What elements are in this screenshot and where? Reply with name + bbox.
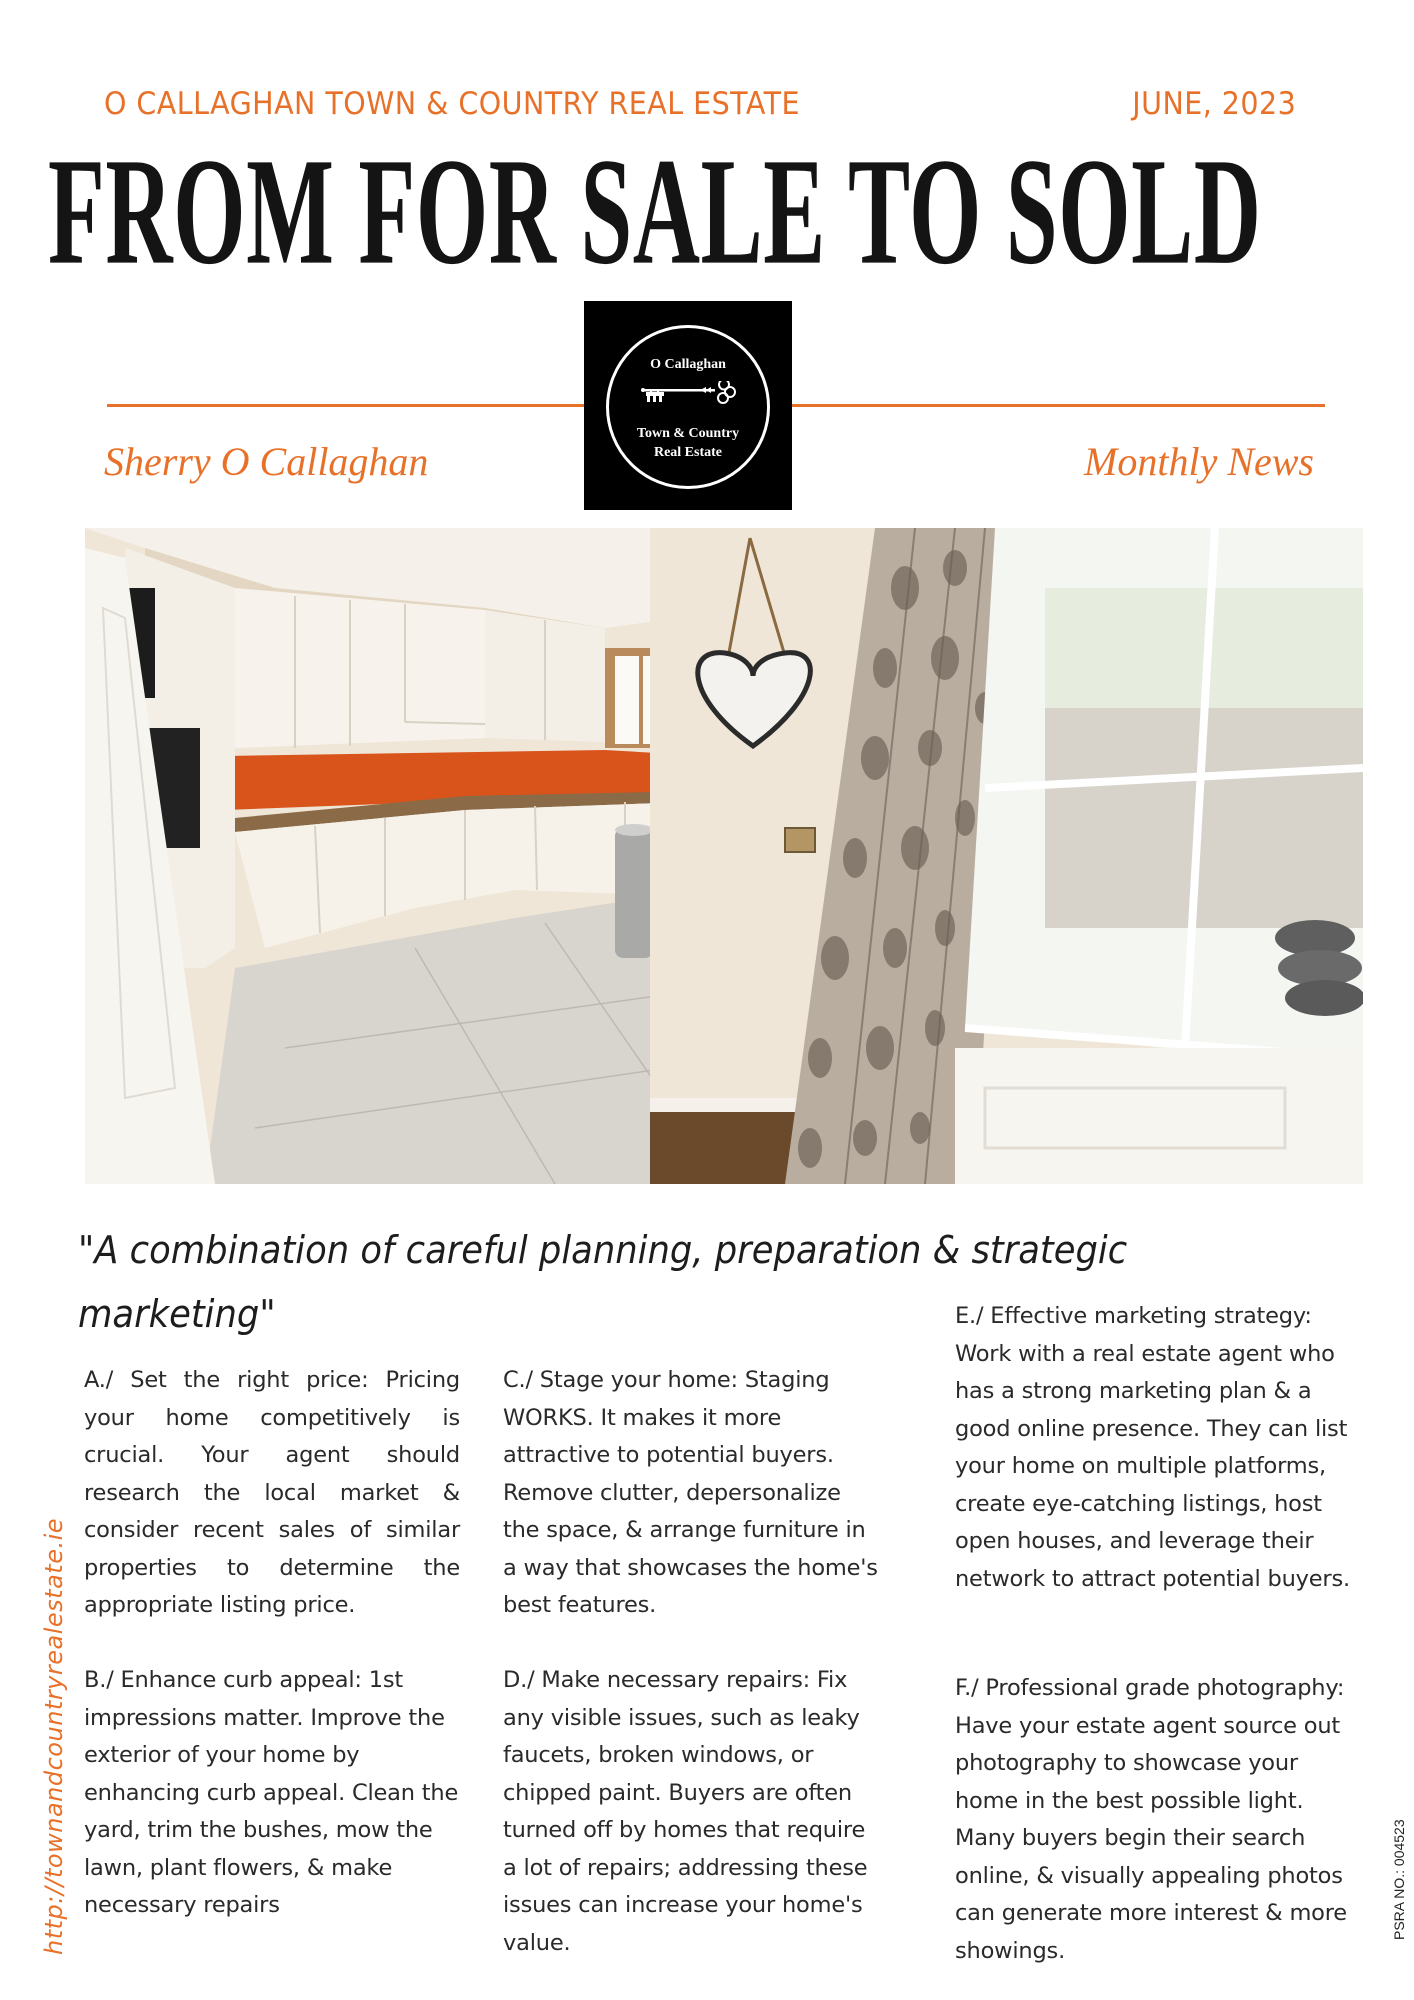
tip-c: C./ Stage your home: Staging WORKS. It makes it more attractive to potential buyers. Remove clutter, depersonalize the space, & arrange furniture in a way that showcases the home's best features. [503, 1367, 878, 1618]
pull-quote: "A combination of careful planning, preparation & strategic marketing" [78, 1228, 1128, 1336]
divider-right [792, 404, 1325, 407]
headline: FROM FOR SALE TO SOLD [48, 126, 1262, 297]
tip-a: A./ Set the right price: Pricing your home competitively is crucial. Your agent should research the local market & consider recent sales of similar properties to determine the appropriate listing price. [84, 1367, 460, 1618]
kitchen-photo [85, 528, 1363, 1184]
section-title: Monthly News [1084, 439, 1314, 484]
logo-line-3: Real Estate [653, 445, 723, 460]
logo-name: O Callaghan [650, 357, 726, 372]
author-signature: Sherry O Callaghan [104, 439, 429, 484]
tip-b: B./ Enhance curb appeal: 1st impressions matter. Improve the exterior of your home by enhancing curb appeal. Clean the yard, trim the bushes, mow the lawn, plant flowers, & make necessary repairs [84, 1667, 459, 1918]
website-link[interactable]: http://townandcountryrealestate.ie [40, 1517, 68, 1955]
issue-date: JUNE, 2023 [1132, 86, 1296, 122]
company-logo [584, 301, 792, 510]
company-name: O CALLAGHAN TOWN & COUNTRY REAL ESTATE [104, 86, 800, 122]
divider-left [107, 404, 585, 407]
tip-f: F./ Professional grade photography: Have your estate agent source out photography to showcase your home in the best possible light. Many buyers begin their search online, & visually appealing photos can generate more interest & more showings. [955, 1675, 1347, 1964]
tip-e: E./ Effective marketing strategy: Work with a real estate agent who has a strong marketing plan & a good online presence. They can list your home on multiple platforms, create eye-catching listings, host open houses, and leverage their network to attract potential buyers. [955, 1303, 1350, 1592]
key-icon [640, 381, 740, 417]
logo-line-2: Town & Country [636, 426, 740, 441]
psra-number: PSRA NO.: 004523 [1391, 1819, 1407, 1940]
kitchen-photo-illustration [85, 528, 1363, 1184]
logo-tagline [584, 424, 792, 462]
tip-d: D./ Make necessary repairs: Fix any visible issues, such as leaky faucets, broken windows, or chipped paint. Buyers are often turned off by homes that require a lot of repairs; addressing these issues can increase your home's value. [503, 1667, 868, 1956]
